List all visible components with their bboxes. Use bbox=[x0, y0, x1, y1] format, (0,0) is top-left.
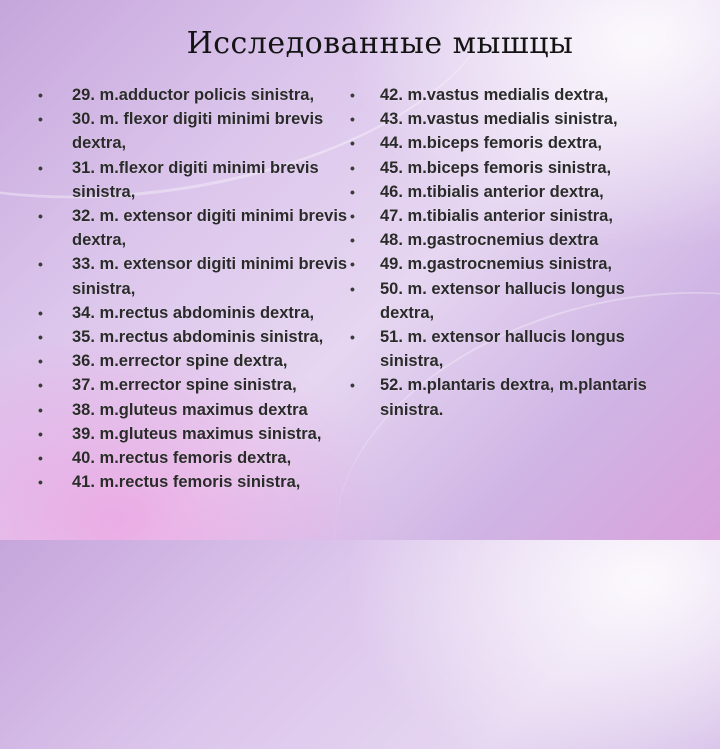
list-item: • 35. m.rectus abdominis sinistra, bbox=[38, 325, 356, 349]
list-item: • 47. m.tibialis anterior sinistra, bbox=[350, 204, 670, 228]
list-item: • 29. m.adductor policis sinistra, bbox=[38, 83, 356, 107]
list-item: • 46. m.tibialis anterior dextra, bbox=[350, 180, 670, 204]
list-item: • 38. m.gluteus maximus dextra bbox=[38, 398, 356, 422]
muscle-list-left bbox=[38, 83, 356, 494]
muscle-list-right bbox=[350, 83, 670, 422]
list-item: • 45. m.biceps femoris sinistra, bbox=[350, 156, 670, 180]
list-item: • 40. m.rectus femoris dextra, bbox=[38, 446, 356, 470]
list-item: • 42. m.vastus medialis dextra, bbox=[350, 83, 670, 107]
list-item: • 43. m.vastus medialis sinistra, bbox=[350, 107, 670, 131]
list-item: • 31. m.flexor digiti minimi brevis sinistra, bbox=[38, 156, 356, 204]
list-item: • 39. m.gluteus maximus sinistra, bbox=[38, 422, 356, 446]
list-item: • 51. m. extensor hallucis longus sinistra, bbox=[350, 325, 670, 373]
list-item: • 37. m.errector spine sinistra, bbox=[38, 373, 356, 397]
list-item: • 44. m.biceps femoris dextra, bbox=[350, 131, 670, 155]
list-item: • 49. m.gastrocnemius sinistra, bbox=[350, 252, 670, 276]
list-item: • 50. m. extensor hallucis longus dextra, bbox=[350, 277, 670, 325]
list-item: • 52. m.plantaris dextra, m.plantaris sinistra. bbox=[350, 373, 670, 421]
list-item: • 30. m. flexor digiti minimi brevis dextra, bbox=[38, 107, 356, 155]
list-item: • 32. m. extensor digiti minimi brevis dextra, bbox=[38, 204, 356, 252]
slide-title: Исследованные мышцы bbox=[186, 26, 574, 61]
list-item: • 34. m.rectus abdominis dextra, bbox=[38, 301, 356, 325]
list-item: • 48. m.gastrocnemius dextra bbox=[350, 228, 670, 252]
list-item: • 36. m.errector spine dextra, bbox=[38, 349, 356, 373]
list-item: • 33. m. extensor digiti minimi brevis sinistra, bbox=[38, 252, 356, 300]
list-item: • 41. m.rectus femoris sinistra, bbox=[38, 470, 356, 494]
